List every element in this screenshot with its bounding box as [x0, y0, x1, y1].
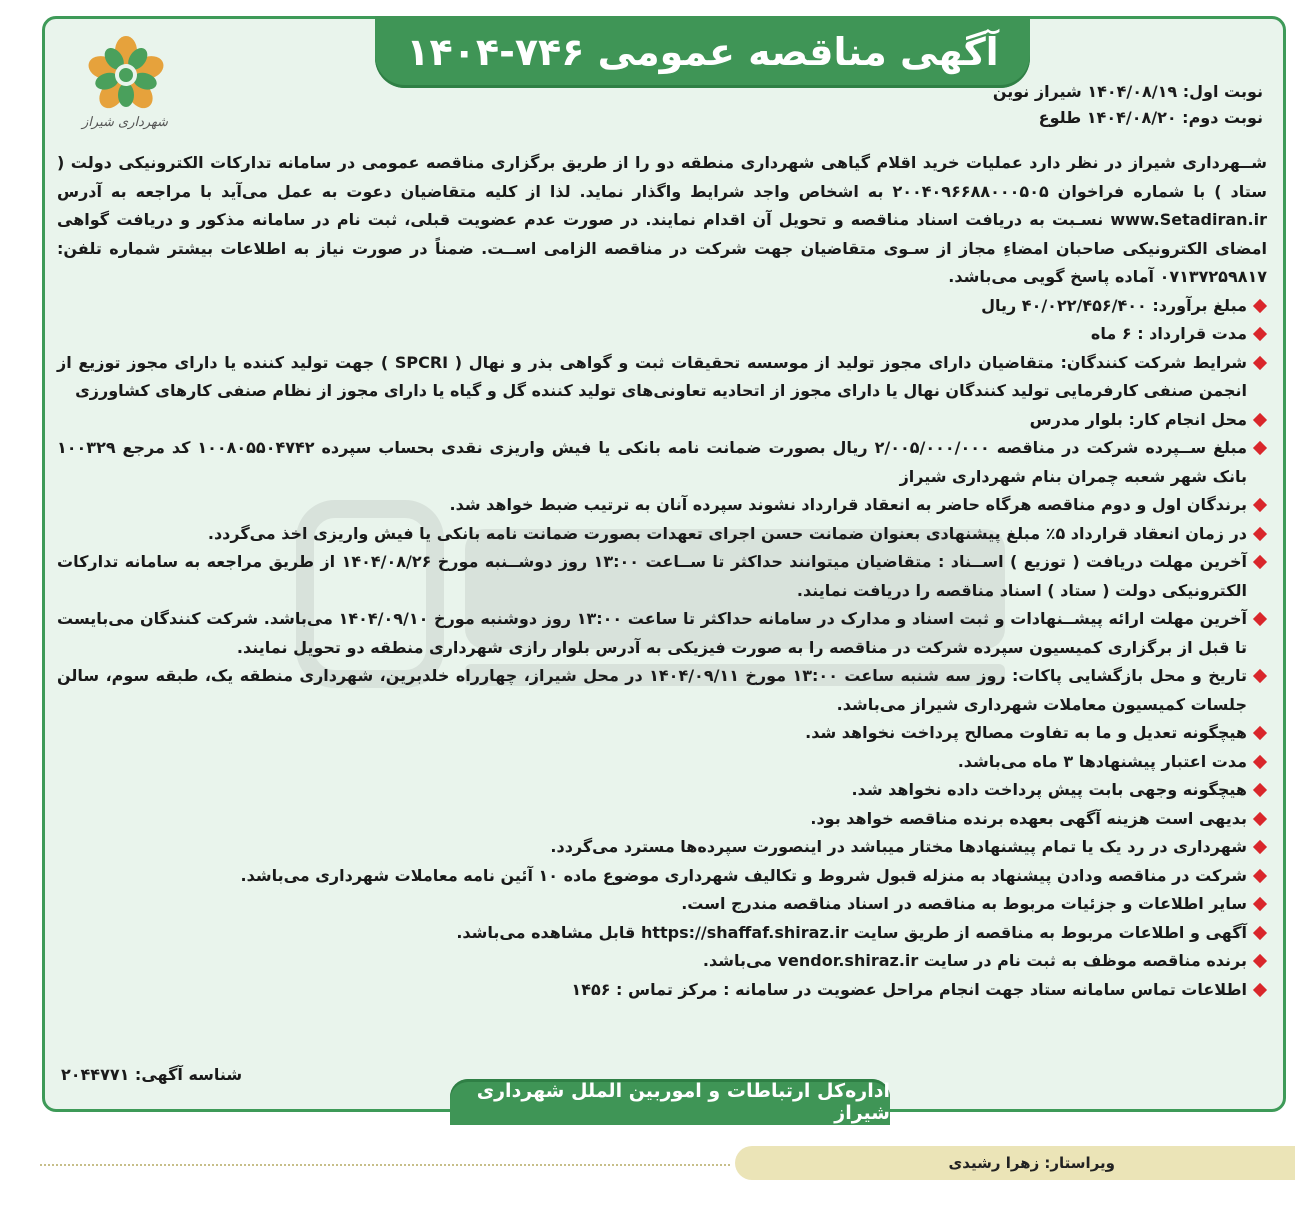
bullet-diamond-icon: [1253, 840, 1267, 854]
shiraz-municipality-logo: [71, 33, 181, 153]
bullet-diamond-icon: [1253, 868, 1267, 882]
list-item: مدت اعتبار پیشنهادها ۳ ماه می‌باشد.: [57, 748, 1267, 777]
bullet-diamond-icon: [1253, 925, 1267, 939]
tender-notice: [42, 16, 1286, 1124]
list-item: مدت قرارداد : ۶ ماه: [57, 320, 1267, 349]
bullet-diamond-icon: [1253, 954, 1267, 968]
bullet-diamond-icon: [1253, 441, 1267, 455]
list-item: سایر اطلاعات و جزئیات مربوط به مناقصه در اسناد مناقصه مندرج است.: [57, 890, 1267, 919]
bullet-diamond-icon: [1253, 412, 1267, 426]
list-item: اطلاعات تماس سامانه ستاد جهت انجام مراحل عضویت در سامانه : مرکز تماس : ۱۴۵۶: [57, 976, 1267, 1005]
list-item: آگهی و اطلاعات مربوط به مناقصه از طریق سایت https://shaffaf.shiraz.ir قابل مشاهده می‌باشد.: [57, 919, 1267, 948]
notice-title: آگهی مناقصه عمومی ۷۴۶-۱۴۰۴: [375, 16, 1030, 88]
bullet-diamond-icon: [1253, 726, 1267, 740]
list-item: تاریخ و محل بازگشایی پاکات: روز سه شنبه ساعت ۱۳:۰۰ مورخ ۱۴۰۴/۰۹/۱۱ در محل شیراز، چهارراه خلدبرین، شهرداری منطقه یک، طبقه سوم، سالن جلسات کمیسیون معاملات شهرداری شیراز می‌باشد.: [57, 662, 1267, 719]
list-item: مبلغ ســپرده شرکت در مناقصه ۲/۰۰۵/۰۰۰/۰۰۰ ریال بصورت ضمانت نامه بانکی یا فیش واریزی نقدی بحساب سپرده ۱۰۰۸۰۵۵۰۴۷۴۲ کد مرجع ۱۰۰۳۲۹ بانک شهر شعبه چمران بنام شهرداری شیراز: [57, 434, 1267, 491]
logo-caption: شهرداری شیراز: [82, 115, 168, 130]
list-item: مبلغ برآورد: ۴۰/۰۲۲/۴۵۶/۴۰۰ ریال: [57, 292, 1267, 321]
bullet-diamond-icon: [1253, 982, 1267, 996]
bullet-diamond-icon: [1253, 612, 1267, 626]
bullet-diamond-icon: [1253, 555, 1267, 569]
bullet-diamond-icon: [1253, 783, 1267, 797]
list-item: شرایط شرکت کنندگان: متقاضیان دارای مجوز تولید از موسسه تحقیقات ثبت و گواهی بذر و نهال ( SPCRI ) جهت تولید کننده یا دارای مجوز توزیع از انجمن صنفی کارفرمایی تولید کنندگان نهال یا دارای مجوز از اتحادیه تعاونی‌های تولید کننده گل و گیاه یا دارای مجوز از نظام صنفی کارهای کشاورزی: [57, 349, 1267, 406]
bullet-diamond-icon: [1253, 355, 1267, 369]
bullet-diamond-icon: [1253, 298, 1267, 312]
bullet-diamond-icon: [1253, 811, 1267, 825]
second-run: نوبت دوم: ۱۴۰۴/۰۸/۲۰ طلوع: [1038, 108, 1263, 127]
list-item: آخرین مهلت ارائه پیشــنهادات و ثبت اسناد و مدارک در سامانه حداکثر تا ساعت ۱۳:۰۰ روز دوشنبه مورخ ۱۴۰۴/۰۹/۱۰ می‌باشد. شرکت کنندگان می‌بایست تا قبل از برگزاری کمیسیون سپرده شرکت در مناقصه را به صورت فیزیکی به آدرس بلوار رازی شهرداری منطقه دو تحویل نمایند.: [57, 605, 1267, 662]
intro-paragraph: شــهرداری شیراز در نظر دارد عملیات خرید اقلام گیاهی شهرداری منطقه دو را از طریق برگزاری مناقصه عمومی در سامانه تدارکات الکترونیکی دولت ( ستاد ) با شماره فراخوان ۲۰۰۴۰۹۶۶۸۸۰۰۰۵۰۵ به اشخاص واجد شرایط واگذار نماید. لذا از کلیه متقاضیان دعوت به عمل می‌آید با مراجعه به آدرس www.Setadiran.ir نسـبت به دریافت اسناد مناقصه و تحویل آن اقدام نمایند. در صورت عدم عضویت قبلی، ثبت نام در سامانه مذکور و دریافت گواهی امضای الکترونیکی صاحبان امضاءِ مجاز از سـوی متقاضیان جهت شرکت در مناقصه الزامی اســت. ضمناً در صورت نیاز به اطلاعات بیشتر شماره تلفن: ۰۷۱۳۷۲۵۹۸۱۷ آماده پاسخ گویی می‌باشد.: [57, 153, 1268, 286]
flower-logo-icon: [71, 33, 181, 123]
bullet-diamond-icon: [1253, 669, 1267, 683]
list-item: بدیهی است هزینه آگهی بعهده برنده مناقصه خواهد بود.: [57, 805, 1267, 834]
list-item: برندگان اول و دوم مناقصه هرگاه حاضر به انعقاد قرارداد نشوند سپرده آنان به ترتیب ضبط خواهد شد.: [57, 491, 1267, 520]
bullet-diamond-icon: [1253, 526, 1267, 540]
list-item: شهرداری در رد یک یا تمام پیشنهادها مختار میباشد در اینصورت سپرده‌ها مسترد می‌گردد.: [57, 833, 1267, 862]
footer-banner: اداره‌کل ارتباطات و اموربین الملل شهرداری شیراز: [450, 1079, 890, 1125]
list-item: برنده مناقصه موظف به ثبت نام در سایت vendor.shiraz.ir می‌باشد.: [57, 947, 1267, 976]
list-item: هیچگونه وجهی بابت پیش پرداخت داده نخواهد شد.: [57, 776, 1267, 805]
list-item: محل انجام کار: بلوار مدرس: [57, 406, 1267, 435]
editor-credit: ویراستار: زهرا رشیدی: [735, 1146, 1295, 1180]
conditions-list: [57, 292, 1267, 1005]
ad-identifier: شناسه آگهی: ۲۰۴۴۷۷۱: [61, 1065, 243, 1084]
bullet-diamond-icon: [1253, 327, 1267, 341]
publication-runs: [993, 79, 1263, 131]
list-item: در زمان انعقاد قرارداد ۵٪ مبلغ پیشنهادی بعنوان ضمانت حسن اجرای تعهدات بصورت ضمانت نامه بانکی یا فیش واریزی اخذ می‌گردد.: [57, 520, 1267, 549]
bullet-diamond-icon: [1253, 498, 1267, 512]
bullet-diamond-icon: [1253, 897, 1267, 911]
bullet-diamond-icon: [1253, 754, 1267, 768]
list-item: شرکت در مناقصه ودادن پیشنهاد به منزله قبول شروط و تکالیف شهرداری موضوع ماده ۱۰ آئین نامه معاملات شهرداری می‌باشد.: [57, 862, 1267, 891]
list-item: هیچگونه تعدیل و ما به تفاوت مصالح پرداخت نخواهد شد.: [57, 719, 1267, 748]
notice-body: [57, 149, 1267, 1004]
list-item: آخرین مهلت دریافت ( توزیع ) اســناد : متقاضیان میتوانند حداکثر تا ســاعت ۱۳:۰۰ روز دوشــنبه مورخ ۱۴۰۴/۰۸/۲۶ از طریق مراجعه به سامانه تدارکات الکترونیکی دولت ( ستاد ) اسناد مناقصه را دریافت نمایند.: [57, 548, 1267, 605]
first-run: نوبت اول: ۱۴۰۴/۰۸/۱۹ شیراز نوین: [992, 82, 1263, 101]
dotted-divider: [40, 1164, 730, 1166]
